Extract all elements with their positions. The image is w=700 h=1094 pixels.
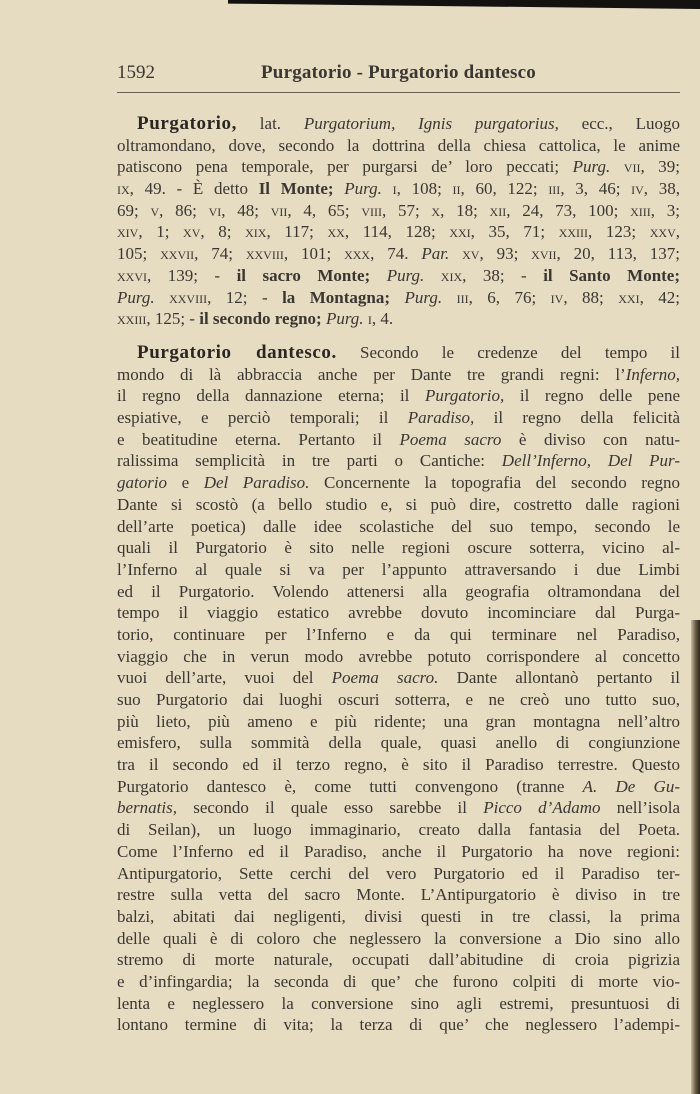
italic-text: Purg. xyxy=(572,157,611,177)
text-run: Concernente la topografia del secondo regno xyxy=(309,473,681,493)
text-run: , 117; xyxy=(266,222,328,242)
text-line xyxy=(117,450,680,472)
text-line xyxy=(117,928,680,950)
text-line xyxy=(117,624,680,646)
canto-numeral: vi xyxy=(208,200,222,220)
text-run: , 123; xyxy=(588,222,650,242)
text-run: ecc., Luogo xyxy=(558,114,680,133)
scan-page-edge xyxy=(691,620,700,1094)
text-run: , 48; xyxy=(221,200,271,220)
text-run: e beatitudine eterna. Pertanto il xyxy=(117,429,400,449)
text-line xyxy=(117,732,680,754)
canto-numeral: xxvii xyxy=(160,244,195,264)
canto-numeral: ix xyxy=(117,179,130,199)
page-number: 1592 xyxy=(117,62,155,83)
text-run: il regno delle pene xyxy=(504,386,680,406)
text-line xyxy=(117,113,680,135)
text-run: l’Inferno al quale si va per l’appunto attraversando i due Limbi xyxy=(117,559,680,579)
text-run: restre sulla vetta del sacro Monte. L’Antipurgatorio è diviso in tre xyxy=(117,885,680,905)
text-run: e d’infingardia; la seconda di que’ che furono colpiti di morte vio- xyxy=(117,971,680,991)
text-run: , 38, xyxy=(643,179,680,199)
text-line xyxy=(117,559,680,581)
text-run: quali il Purgatorio è sito nelle regioni oscure sotterra, vicino al- xyxy=(117,538,680,558)
text-run: Come l’Inferno ed il Paradiso, anche il Purgatorio ha nove regioni: xyxy=(117,841,680,861)
canto-numeral: xxvi xyxy=(117,265,147,285)
canto-numeral: xv xyxy=(449,244,480,264)
text-line xyxy=(117,797,680,819)
text-run: Secondo le credenze del tempo il xyxy=(336,343,680,362)
text-run: , 35, 71; xyxy=(470,222,559,242)
text-run: , 93; xyxy=(479,244,532,264)
bold-term: il secondo regno; xyxy=(199,309,322,329)
italic-text: Purgatorio, xyxy=(425,386,505,406)
text-line xyxy=(117,646,680,668)
text-run: , 42; xyxy=(639,287,680,307)
text-run: 105; xyxy=(117,244,161,264)
text-run: , 114, 128; xyxy=(344,222,450,242)
text-line xyxy=(117,407,680,429)
text-run: , 18; xyxy=(440,200,490,220)
canto-numeral: xix xyxy=(245,222,267,242)
entry-purgatorio xyxy=(117,113,680,330)
text-run: , 88; xyxy=(563,287,619,307)
entry-headword: Purgatorio dantesco. xyxy=(137,342,337,363)
text-run: , 8; xyxy=(200,222,246,242)
text-line xyxy=(117,819,680,841)
text-line xyxy=(117,342,680,364)
text-line xyxy=(117,711,680,733)
text-line xyxy=(117,841,680,863)
text-run: , 49. - È detto xyxy=(129,179,259,199)
text-run: delle quali è di coloro che neglessero la conversione a Dio sino allo xyxy=(117,928,680,948)
scan-top-edge xyxy=(228,0,700,9)
running-title: Purgatorio - Purgatorio dantesco xyxy=(261,62,536,83)
italic-text: Purg. xyxy=(390,287,443,307)
text-line xyxy=(117,429,680,451)
text-run: espiative, e perciò temporali; il xyxy=(117,408,408,428)
canto-numeral: vii xyxy=(610,157,641,177)
text-run: tempo il viaggio estatico avrebbe dovuto incominciare dal Purga- xyxy=(117,603,680,623)
header-rule xyxy=(117,92,680,93)
canto-numeral: xxviii xyxy=(245,244,284,264)
text-run: mondo di là abbraccia anche per Dante tre grandi regni: l’ xyxy=(117,364,626,384)
italic-text: Paradiso, xyxy=(407,408,475,428)
text-run: , 24, 73, 100; xyxy=(506,200,631,220)
text-run: secondo il quale esso sarebbe il xyxy=(176,798,484,818)
text-line xyxy=(117,364,680,386)
canto-numeral: xxviii xyxy=(154,287,208,307)
text-run: Purgatorio dantesco è, come tutti convengono (tranne xyxy=(117,776,583,796)
text-run: 69; xyxy=(117,200,151,220)
canto-numeral: xxv xyxy=(649,222,676,242)
text-run: torio, continuare per l’Inferno e da qui terminare nel Paradiso, xyxy=(117,624,680,644)
canto-numeral: xxx xyxy=(344,244,371,264)
italic-text: Par. xyxy=(421,244,450,264)
canto-numeral: xvii xyxy=(531,244,557,264)
text-line xyxy=(117,537,680,559)
text-run: ralissima semplicità in tre parti o Cantiche: xyxy=(117,451,502,471)
canto-numeral: vii xyxy=(270,200,288,220)
text-run: più lieto, più ameno e più ridente; una gran montagna nell’altro xyxy=(117,711,680,731)
text-run: Dante si scostò (a bello studio e, si può dire, costretto dalle ragioni xyxy=(117,494,680,514)
text-run: , 74; xyxy=(194,244,246,264)
text-run: è diviso con natu- xyxy=(501,429,680,449)
text-run: , 3, 46; xyxy=(560,179,632,199)
text-line xyxy=(117,308,680,330)
text-line xyxy=(117,287,680,309)
canto-numeral: xiv xyxy=(117,222,139,242)
italic-text: bernatis, xyxy=(117,798,177,818)
text-line xyxy=(117,156,680,178)
text-line xyxy=(117,949,680,971)
text-run: stremo di morte naturale, occupati dall’abitudine di croia pigrizia xyxy=(117,950,680,970)
italic-text: Picco d’Adamo xyxy=(483,798,601,818)
text-line xyxy=(117,971,680,993)
text-run: il regno della felicità xyxy=(474,408,680,428)
bold-term: Il Monte; xyxy=(258,179,334,199)
canto-numeral: iii xyxy=(442,287,469,307)
text-line xyxy=(117,516,680,538)
canto-numeral: xiii xyxy=(630,200,651,220)
canto-numeral: xx xyxy=(327,222,345,242)
entry-headword: Purgatorio, xyxy=(137,113,237,134)
text-line xyxy=(117,221,680,243)
text-run: , 101; xyxy=(283,244,345,264)
text-run: , 3; xyxy=(650,200,680,220)
italic-text: Poema sacro. xyxy=(331,668,439,688)
text-run: lat. xyxy=(237,114,304,133)
canto-numeral: xxi xyxy=(618,287,640,307)
text-run: , 125; - xyxy=(146,309,200,329)
text-run: lenta e neglessero la conversione sino agli estremi, presuntuosi di xyxy=(117,993,680,1013)
canto-numeral: xxi xyxy=(449,222,471,242)
canto-numeral: i xyxy=(381,179,397,199)
text-run: , 12; - xyxy=(207,287,283,307)
text-run: lontano termine di vita; la terza di que’ che neglessero l’adempi- xyxy=(117,1015,680,1035)
text-run: vuoi dell’arte, vuoi del xyxy=(117,668,332,688)
text-run: patiscono pena temporale, per purgarsi de’ loro peccati; xyxy=(117,157,573,177)
text-line xyxy=(117,776,680,798)
text-run: oltramondano, dove, secondo la dottrina della chiesa cattolica, le anime xyxy=(117,135,680,155)
text-run: Antipurgatorio, Sette cerchi del vero Purgatorio ed il Paradiso ter- xyxy=(117,863,680,883)
italic-text: Poema sacro xyxy=(399,429,502,449)
text-run: ed il Purgatorio. Volendo attenersi alla geografia oltramondana del xyxy=(117,581,680,601)
canto-numeral: xxiii xyxy=(117,309,147,329)
canto-numeral: xxiii xyxy=(558,222,589,242)
text-line xyxy=(117,581,680,603)
canto-numeral: iv xyxy=(631,179,644,199)
text-line xyxy=(117,265,680,287)
entry-purgatorio-dantesco xyxy=(117,342,680,1036)
canto-numeral: iv xyxy=(550,287,564,307)
text-run: nell’isola xyxy=(600,798,680,818)
page-header xyxy=(117,62,680,88)
canto-numeral: viii xyxy=(361,200,382,220)
text-run: il regno della dannazione eterna; il xyxy=(117,386,426,406)
canto-numeral: xii xyxy=(489,200,507,220)
text-run: , 86; xyxy=(159,200,209,220)
text-line xyxy=(117,667,680,689)
text-line xyxy=(117,754,680,776)
text-run: , 39; xyxy=(640,157,680,177)
italic-text: Inferno, xyxy=(625,364,680,384)
text-run: suo Purgatorio dai luoghi oscuri sotterra, e ne creò uno tutto suo, xyxy=(117,690,680,709)
text-line xyxy=(117,135,680,157)
italic-text: Purg. xyxy=(370,265,425,285)
text-line xyxy=(117,178,680,200)
canto-numeral: iii xyxy=(548,179,561,199)
canto-numeral: v xyxy=(150,200,160,220)
italic-text: Purg. xyxy=(117,287,155,307)
italic-text: A. De Gu- xyxy=(582,776,680,796)
text-run: dell’arte poetica) dalle idee scolastiche del suo tempo, secondo le xyxy=(117,516,680,536)
italic-text: Purg. xyxy=(333,179,382,199)
text-run: , 20, 113, 137; xyxy=(556,244,680,264)
text-line xyxy=(117,385,680,407)
italic-text: gatorio xyxy=(117,473,168,493)
bold-term: la Montagna; xyxy=(282,287,391,307)
text-line xyxy=(117,494,680,516)
text-line xyxy=(117,200,680,222)
bold-term: il Santo Monte; xyxy=(543,265,681,285)
text-line xyxy=(117,993,680,1015)
text-line xyxy=(117,689,680,711)
canto-numeral: ii xyxy=(452,179,461,199)
canto-numeral: xv xyxy=(183,222,201,242)
canto-numeral: xix xyxy=(424,265,463,285)
text-run: viaggio che in verun modo avrebbe potuto corrispondere al concetto xyxy=(117,646,680,666)
text-run: , 38; - xyxy=(462,265,544,285)
canto-numeral: x xyxy=(431,200,441,220)
text-run: tra il secondo ed il terzo regno, è sito il Paradiso terrestre. Questo xyxy=(117,755,680,775)
text-run: , 6, 76; xyxy=(468,287,551,307)
italic-text: Purg. xyxy=(321,309,364,329)
text-line xyxy=(117,243,680,265)
text-run: , 4. xyxy=(371,309,394,329)
text-run: di Seilan), un luogo immaginario, creato dalla fantasia del Poeta. xyxy=(117,820,680,840)
italic-text: Del Paradiso. xyxy=(203,473,310,493)
text-run: balzi, abitati dai negligenti, divisi questi in tre classi, la prima xyxy=(117,906,680,926)
text-run: , 139; - xyxy=(147,265,237,285)
text-run: e xyxy=(167,473,204,493)
text-line xyxy=(117,472,680,494)
text-run: , 74. xyxy=(370,244,422,264)
text-run: , 108; xyxy=(396,179,453,199)
text-run: , xyxy=(675,222,681,242)
text-line xyxy=(117,884,680,906)
text-run: , 57; xyxy=(381,200,432,220)
text-run: emisfero, sulla sommità della quale, quasi anello di congiunzione xyxy=(117,733,680,753)
italic-text: Purgatorium, Ignis purgatorius, xyxy=(303,114,559,133)
text-line xyxy=(117,863,680,885)
text-line xyxy=(117,602,680,624)
italic-text: Dell’Inferno, Del Pur- xyxy=(501,451,680,471)
text-run: , 4, 65; xyxy=(287,200,362,220)
text-run: Dante allontanò pertanto il xyxy=(438,668,680,688)
canto-numeral: i xyxy=(363,309,372,329)
text-run: , 60, 122; xyxy=(460,179,549,199)
text-run: , 1; xyxy=(138,222,184,242)
bold-term: il sacro Monte; xyxy=(236,265,371,285)
text-line xyxy=(117,1014,680,1036)
text-line xyxy=(117,906,680,928)
